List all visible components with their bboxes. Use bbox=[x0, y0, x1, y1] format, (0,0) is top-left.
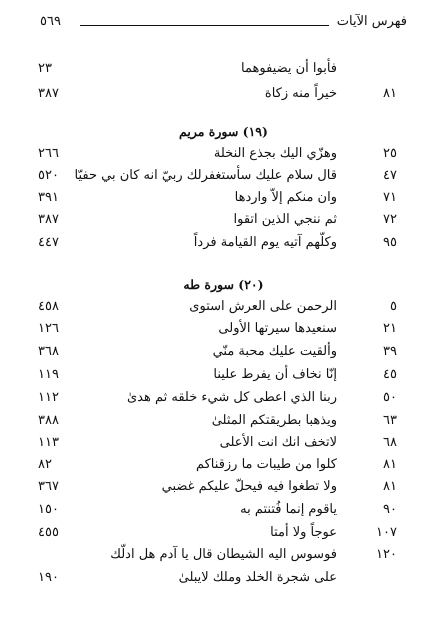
header-rule bbox=[80, 25, 329, 26]
verse-number: ٨١ bbox=[383, 457, 397, 472]
verse-text: ثم ننجي الذين اتقوا bbox=[233, 212, 337, 227]
list-item bbox=[0, 60, 447, 80]
verse-number: ٤٧ bbox=[383, 168, 397, 183]
verse-number: ٦٨ bbox=[383, 435, 397, 450]
list-item bbox=[0, 85, 447, 105]
verse-number: ٤٥ bbox=[383, 367, 397, 382]
page-reference: ٣٨٧ bbox=[38, 212, 59, 227]
list-item bbox=[0, 434, 447, 454]
page-reference: ٣٩١ bbox=[38, 190, 59, 205]
verse-number: ٥٠ bbox=[383, 390, 397, 405]
verse-text: وألقيت عليك محبة منّي bbox=[212, 344, 337, 359]
verse-text: على شجرة الخلد وملك لايبلىٰ bbox=[178, 570, 337, 585]
page-reference: ٤٥٥ bbox=[38, 525, 59, 540]
list-item bbox=[0, 366, 447, 386]
verse-number: ٧٢ bbox=[383, 212, 397, 227]
page-reference: ٨٢ bbox=[38, 457, 52, 472]
page-reference: ٢٦٦ bbox=[38, 146, 59, 161]
page-reference: ٥٢٠ bbox=[38, 168, 59, 183]
verse-number: ٣٩ bbox=[383, 344, 397, 359]
verse-text: ياقوم إنما فُتنتم به bbox=[240, 502, 337, 517]
page-reference: ٣٦٨ bbox=[38, 344, 59, 359]
header-page-number: ٥٦٩ bbox=[40, 14, 61, 29]
verse-text: سنعيدها سيرتها الأولى bbox=[218, 321, 337, 336]
list-item bbox=[0, 298, 447, 318]
verse-text: وان منكم إلاّ واردها bbox=[234, 190, 337, 205]
page-reference: ١١٣ bbox=[38, 435, 59, 450]
verse-text: فوسوس اليه الشيطان قال يا آدم هل ادلّك bbox=[110, 547, 337, 562]
section-title-taha: (٢٠) سورة طه bbox=[183, 277, 264, 292]
verse-text: قال سلام عليك سأستغفرلك ربيّ انه كان بي حفيّا bbox=[74, 168, 337, 183]
verse-number: ١٢٠ bbox=[376, 547, 397, 562]
verse-text: وهزّي اليك بجذع النخلة bbox=[213, 146, 337, 161]
verse-number: ٩٥ bbox=[383, 235, 397, 250]
verse-text: ويذهبا بطريقتكم المثلىٰ bbox=[211, 413, 337, 428]
page-reference: ١٥٠ bbox=[38, 502, 59, 517]
verse-text: خيراً منه زكاة bbox=[264, 86, 337, 101]
verse-number: ٢١ bbox=[383, 321, 397, 336]
verse-number: ٨١ bbox=[383, 479, 397, 494]
page-reference: ٣٨٨ bbox=[38, 413, 59, 428]
list-item bbox=[0, 456, 447, 476]
list-item bbox=[0, 211, 447, 231]
page-reference: ٢٣ bbox=[38, 61, 52, 76]
verse-text: إنّا نخاف أن يفرط علينا bbox=[213, 367, 337, 382]
page-reference: ١١٩ bbox=[38, 367, 59, 382]
page-reference: ١١٢ bbox=[38, 390, 59, 405]
verse-text: الرحمن على العرش استوى bbox=[189, 299, 337, 314]
page-reference: ٣٦٧ bbox=[38, 479, 59, 494]
list-item bbox=[0, 412, 447, 432]
list-item bbox=[0, 320, 447, 340]
verse-text: ولا تطغوا فيه فيحلّ عليكم غضبي bbox=[161, 479, 337, 494]
verse-text: لاتخف انك انت الأعلى bbox=[219, 435, 337, 450]
verse-text: وكلّهم آتيه يوم القيامة فرداً bbox=[193, 235, 337, 250]
verse-number: ٢٥ bbox=[383, 146, 397, 161]
list-item bbox=[0, 389, 447, 409]
verse-text: ربنا الذي اعطى كل شيء خلقه ثم هدىٰ bbox=[126, 390, 337, 405]
list-item bbox=[0, 343, 447, 363]
list-item bbox=[0, 234, 447, 254]
page-reference: ٤٥٨ bbox=[38, 299, 59, 314]
verse-text: كلوا من طيبات ما رزقناكم bbox=[195, 457, 337, 472]
page-reference: ١٢٦ bbox=[38, 321, 59, 336]
page-reference: ٤٤٧ bbox=[38, 235, 59, 250]
page-header bbox=[40, 14, 407, 34]
list-item bbox=[0, 501, 447, 521]
verse-number: ٨١ bbox=[383, 86, 397, 101]
page-reference: ٣٨٧ bbox=[38, 86, 59, 101]
header-title: فهرس الآيات bbox=[336, 14, 407, 29]
verse-text: عوجاً ولا أمتا bbox=[270, 525, 337, 540]
verse-number: ١٠٧ bbox=[376, 525, 397, 540]
list-item bbox=[0, 167, 447, 187]
verse-text: فأبوا أن يضيفوهما bbox=[241, 61, 337, 76]
list-item bbox=[0, 524, 447, 544]
verse-number: ٩٠ bbox=[383, 502, 397, 517]
list-item bbox=[0, 145, 447, 165]
list-item bbox=[0, 478, 447, 498]
verse-number: ٦٣ bbox=[383, 413, 397, 428]
list-item bbox=[0, 569, 447, 589]
verse-number: ٥ bbox=[390, 299, 397, 314]
verse-number: ٧١ bbox=[383, 190, 397, 205]
section-title-maryam: (١٩) سورة مريم bbox=[179, 124, 268, 139]
list-item bbox=[0, 546, 447, 566]
list-item bbox=[0, 189, 447, 209]
page-reference: ١٩٠ bbox=[38, 570, 59, 585]
